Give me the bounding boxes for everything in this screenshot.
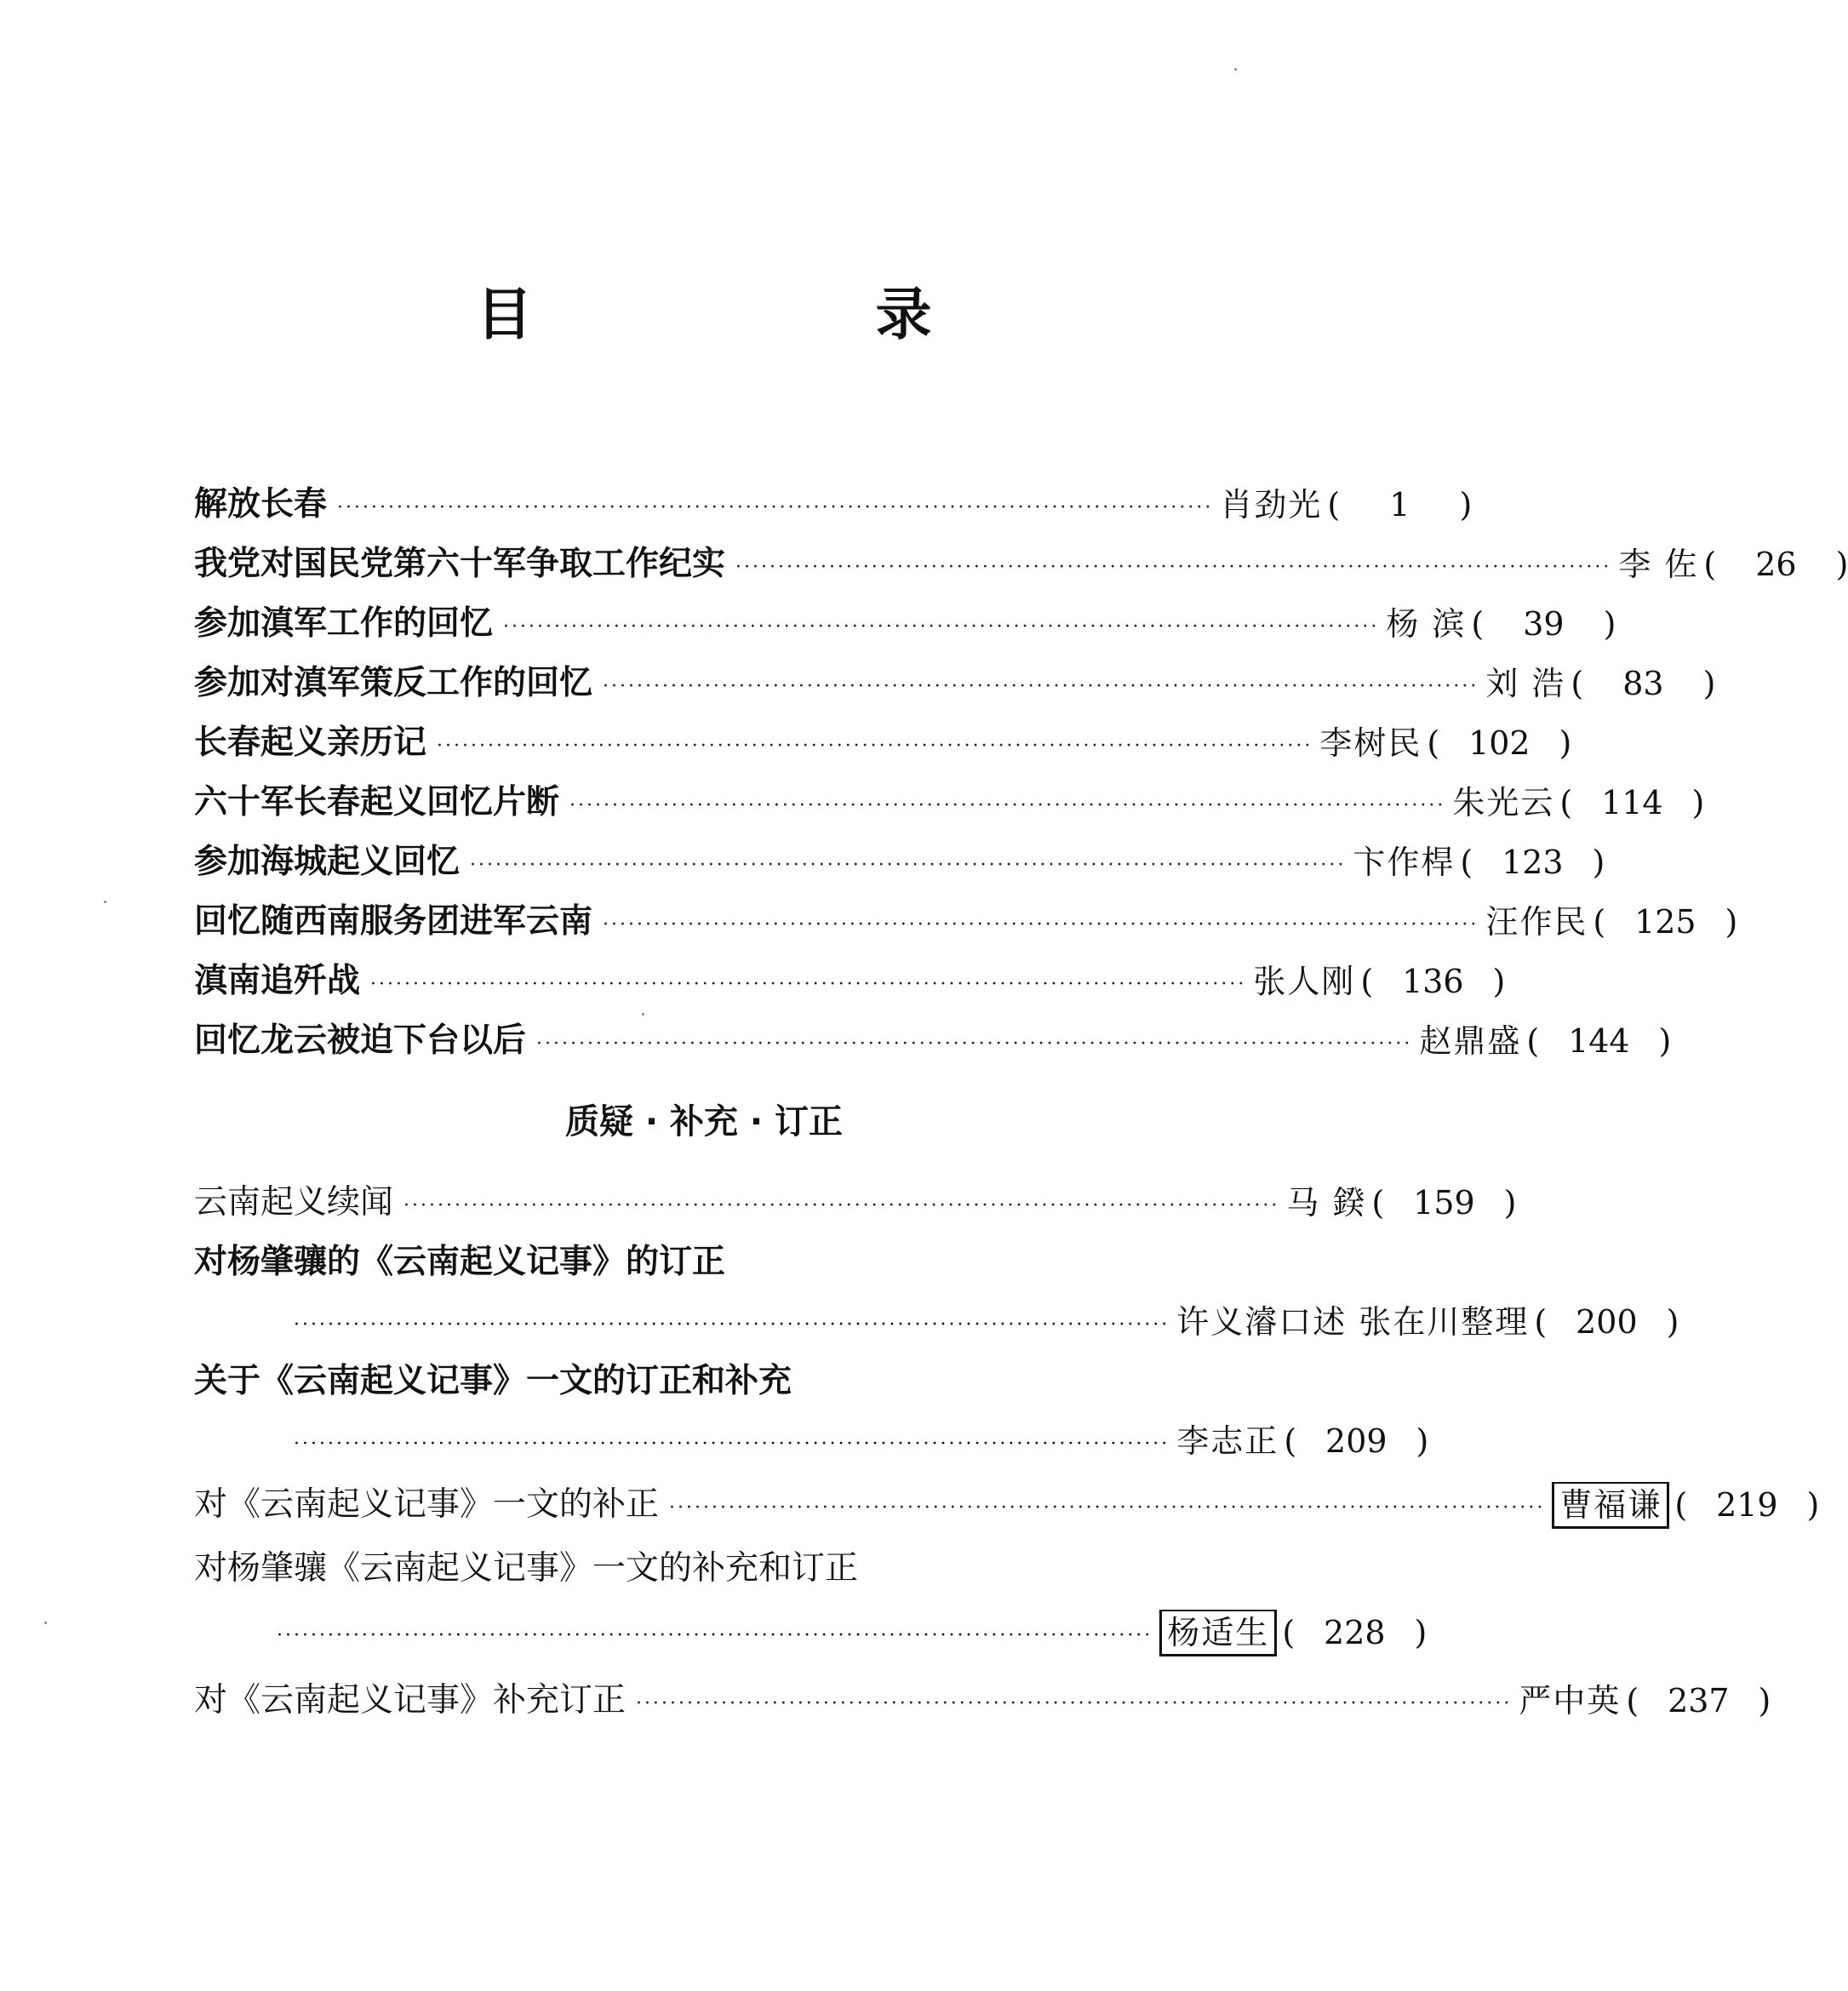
scan-speck: [1234, 68, 1237, 71]
toc-entry: [194, 779, 1705, 827]
entry-title: 对《云南起义记事》一文的补正: [194, 1485, 660, 1524]
entry-author: 许义濬口述 张在川整理: [1176, 1303, 1530, 1341]
dot-leader: ·······································································································: [294, 1433, 1170, 1455]
dot-leader: ·······································································································: [669, 1497, 1546, 1519]
page-number: 125: [1634, 903, 1696, 941]
page-number: 83: [1622, 665, 1664, 702]
entry-title: 对杨肇骧《云南起义记事》一文的补充和订正: [194, 1549, 859, 1588]
entry-page: ( 26 ): [1703, 541, 1848, 588]
entry-author: 刘 浩: [1485, 665, 1566, 702]
toc-entry: [194, 719, 1572, 767]
entry-page: ( 144 ): [1526, 1017, 1671, 1065]
dot-leader: ·······································································································: [470, 855, 1347, 876]
toc-entry: [194, 1481, 1820, 1529]
entry-author: 卞作桿: [1353, 844, 1456, 881]
entry-page: ( 136 ): [1360, 958, 1505, 1005]
page-number: 144: [1568, 1022, 1630, 1060]
dot-leader: ·······································································································: [636, 1693, 1513, 1714]
dot-leader: ·······································································································: [503, 616, 1380, 638]
dot-leader: ·······································································································: [294, 1314, 1170, 1336]
entry-author: 李树民: [1319, 724, 1422, 762]
entry-page: ( 200 ): [1534, 1298, 1679, 1346]
toc-entry: [194, 1017, 1672, 1065]
entry-author: 杨 滨: [1386, 605, 1467, 643]
page-number: 237: [1668, 1682, 1730, 1719]
entry-author: 张人刚: [1253, 963, 1356, 1000]
page-number: 26: [1755, 546, 1797, 583]
entry-author: 肖劲光: [1220, 486, 1323, 523]
entry-page: ( 123 ): [1460, 838, 1605, 886]
entry-page: ( 125 ): [1593, 898, 1737, 946]
toc-entry: [194, 1179, 1517, 1227]
toc-entry: [194, 1677, 1771, 1725]
toc-entry: [194, 838, 1605, 886]
page-number: 159: [1413, 1184, 1475, 1221]
dot-leader: ·······································································································: [536, 1033, 1413, 1055]
dot-leader: ·······································································································: [437, 735, 1313, 757]
entry-title: 对杨肇骧的《云南起义记事》的订正: [194, 1243, 726, 1281]
toc-entry: [194, 481, 1473, 529]
entry-title: 六十军长春起义回忆片断: [194, 783, 560, 821]
page-number: 200: [1576, 1303, 1638, 1341]
entry-page: ( 114 ): [1559, 779, 1704, 827]
entry-author: 汪作民: [1485, 903, 1588, 941]
page-number: 39: [1523, 605, 1565, 643]
entry-page: ( 237 ): [1626, 1677, 1771, 1725]
entry-title: 回忆随西南服务团进军云南: [194, 902, 593, 941]
scan-speck: [44, 1622, 47, 1624]
entry-title: 我党对国民党第六十军争取工作纪实: [194, 545, 726, 583]
toc-entry: [194, 660, 1716, 707]
entry-author: 赵鼎盛: [1419, 1022, 1522, 1060]
entry-title: 参加对滇军策反工作的回忆: [194, 664, 593, 702]
entry-title: 解放长春: [194, 485, 328, 523]
entry-author: 马 鍨: [1286, 1184, 1367, 1221]
page-number: 219: [1716, 1486, 1778, 1524]
entry-page: ( 228 ): [1282, 1609, 1427, 1656]
entry-page: ( 1 ): [1327, 481, 1472, 529]
entry-author: 李 佐: [1618, 546, 1699, 583]
toc-entry: [194, 958, 1506, 1005]
entry-title: 云南起义续闻: [194, 1183, 394, 1221]
page-number: 102: [1468, 724, 1530, 762]
entry-author: 严中英: [1519, 1682, 1622, 1719]
page-number: 114: [1601, 784, 1663, 821]
toc-entry-continuation: [294, 1298, 1679, 1346]
entry-author: 曹福谦: [1552, 1482, 1669, 1529]
entry-page: ( 83 ): [1571, 660, 1715, 707]
section-heading: 质疑 · 补充 · 订正: [564, 1102, 844, 1141]
scan-speck: [104, 901, 106, 903]
entry-page: ( 159 ): [1371, 1179, 1516, 1227]
entry-title: 滇南追歼战: [194, 962, 361, 1000]
toc-entry-continuation: [294, 1417, 1429, 1465]
entry-title: 长春起义亲历记: [194, 724, 427, 762]
toc-entry: [194, 541, 1848, 588]
dot-leader: ·······································································································: [370, 974, 1247, 995]
page-number: 123: [1502, 844, 1564, 881]
entry-title: 参加海城起义回忆: [194, 843, 461, 881]
dot-leader: ·······································································································: [735, 557, 1612, 578]
toc-entry: [194, 600, 1616, 648]
scan-speck: [642, 1013, 644, 1016]
page-number: 136: [1402, 963, 1464, 1000]
entry-title: 对《云南起义记事》补充订正: [194, 1681, 626, 1719]
entry-page: ( 219 ): [1674, 1481, 1819, 1529]
entry-author: 朱光云: [1452, 784, 1555, 821]
page-number: 1: [1389, 486, 1410, 523]
page-number: 209: [1325, 1422, 1387, 1460]
dot-leader: ·······································································································: [337, 497, 1214, 518]
dot-leader: ·······································································································: [603, 914, 1479, 935]
entry-title: 回忆龙云被迫下台以后: [194, 1021, 527, 1060]
entry-author: 李志正: [1176, 1422, 1279, 1460]
page-title: 目 录: [476, 282, 1094, 347]
dot-leader: ·······································································································: [403, 1195, 1280, 1216]
entry-title: 参加滇军工作的回忆: [194, 604, 494, 643]
dot-leader: ·······································································································: [603, 676, 1479, 697]
dot-leader: ·······································································································: [569, 795, 1446, 816]
entry-page: ( 209 ): [1284, 1417, 1428, 1465]
dot-leader: ·······································································································: [277, 1625, 1153, 1646]
entry-page: ( 39 ): [1471, 600, 1616, 648]
toc-entry: [194, 898, 1738, 946]
entry-page: ( 102 ): [1427, 719, 1571, 767]
entry-title: 关于《云南起义记事》一文的订正和补充: [194, 1362, 792, 1400]
entry-author: 杨适生: [1159, 1610, 1277, 1656]
page-number: 228: [1324, 1614, 1386, 1651]
toc-entry-continuation: [277, 1609, 1427, 1656]
